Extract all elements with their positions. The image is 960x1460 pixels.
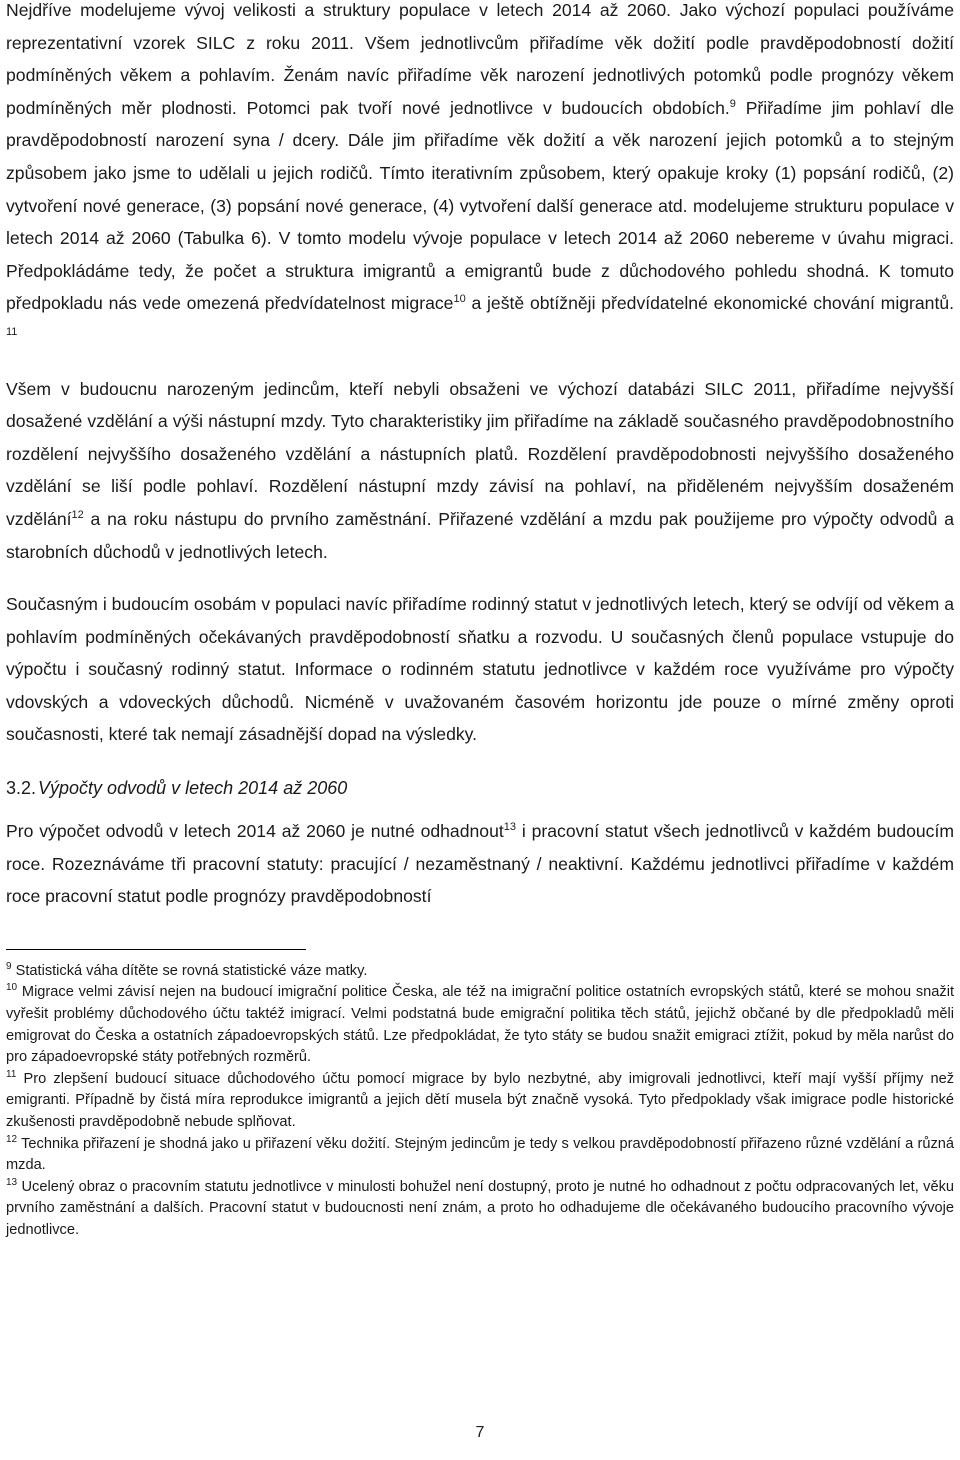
paragraph-family-status: Současným i budoucím osobám v populaci navíc přiřadíme rodinný statut v jednotlivých letech, který se odvíjí od věkem a pohlavím podmíněných očekávaných pravděpodobností sňatku a rozvodu. U současných členů populace vstupuje do výpočtu i současný rodinný statut. Informace o rodinném statutu jednotlivce v každém roce využíváme pro výpočty vdovských a vdoveckých důchodů. Nicméně v uvažovaném časovém horizontu jde pouze o mírné změny oproti současnosti, které tak nemají zásadnější dopad na výsledky. (6, 594, 954, 745)
paragraph-education-wage: Všem v budoucnu narozeným jedincům, kteří nebyli obsaženi ve výchozí databázi SILC 2011, přiřadíme nejvyšší dosažené vzdělání a výši nástupní mzdy. Tyto charakteristiky jim přiřadíme na základě současného pravděpodobnostního rozdělení nejvyššího dosaženého vzdělání a nástupních platů. Rozdělení pravděpodobnosti nejvyššího dosaženého vzdělání se liší podle pohlaví. Rozdělení nástupní mzdy závisí na pohlaví, na přiděleném nejvyšším dosaženém vzdělání$^{12}$ a na roku nástupu do prvního zaměstnání. Přiřazené vzdělání a mzdu pak použijeme pro výpočty odvodů a starobních důchodů v jednotlivých letech. (6, 378, 954, 562)
footnote-ref-12[interactable]: 12 (71, 509, 84, 522)
document-page (6, 0, 954, 1242)
footnote-10: $^{10}$ Migrace velmi závisí nejen na budoucí imigrační politice Česka, ale též na imigrační politice ostatních evropských států, které se mohou snažit vyřešit problémy důchodového účtu taktéž imigrací. Velmi podstatná bude emigrační politika těch států, jejichž občané by dle předpokladů měli emigrovat do Česka a ostatních západoevropských států. Lze předpokládat, že tyto státy se budou snažit emigraci ztížit, pokud by měla narůst do pro západoevropské státy potřebných rozměrů. (6, 982, 954, 1066)
paragraph-population-model: Nejdříve modelujeme vývoj velikosti a struktury populace v letech 2014 až 2060. Jako výchozí populaci používáme reprezentativní vzorek SILC z roku 2011. Všem jednotlivcům přiřadíme věk dožití podle pravděpodobností dožití podmíněných věkem a pohlavím. Ženám navíc přiřadíme věk narození jednotlivých potomků podle prognózy věkem podmíněných měr plodnosti. Potomci pak tvoří nové jednotlivce v budoucích obdobích.$^9$ Přiřadíme jim pohlaví dle pravděpodobností narození syna / dcery. Dále jim přiřadíme věk dožití a věk narození jejich potomků a to stejným způsobem jako jsme to udělali u jejich rodičů. Tímto iterativním způsobem, který opakuje kroky (1) popsání rodičů, (2) vytvoření nové generace, (3) popsání nové generace, (4) vytvoření další generace atd. modelujeme strukturu populace v letech 2014 až 2060 (Tabulka 6). V tomto modelu vývoje populace v letech 2014 až 2060 nebereme v úvahu migraci. Předpokládáme tedy, že počet a struktura imigrantů a emigrantů bude z důchodového pohledu shodná. K tomuto předpokladu nás vede omezená předvídatelnost migrace$^{10}$ a ještě obtížněji předvídatelné ekonomické chování migrantů. $^{11}$ (6, 0, 954, 339)
paragraph-contributions: Pro výpočet odvodů v letech 2014 až 2060 je nutné odhadnout$^{13}$ i pracovní statut všech jednotlivců v každém budoucím roce. Rozeznáváme tři pracovní statuty: pracující / nezaměstnaný / neaktivní. Každému jednotlivci přiřadíme v každém roce pracovní statut podle prognózy pravděpodobností (6, 821, 954, 907)
footnotes (6, 961, 954, 1242)
footnote-ref-13[interactable]: 13 (503, 821, 516, 834)
footnote-ref-9[interactable]: 9 (729, 97, 736, 110)
footnote-11: $^{11}$ Pro zlepšení budoucí situace důchodového účtu pomocí migrace by bylo nezbytné, aby imigrovali jednotlivci, kteří mají vyšší příjmy než emigranti. Případně by čistá míra reprodukce imigrantů a jejich dětí musela být značně vysoká. Tyto předpoklady však imigrace podle historické zkušenosti pravděpodobně nebude splňovat. (6, 1068, 954, 1130)
section-number: 3.2. (6, 778, 37, 799)
footnote-12: $^{12}$ Technika přiřazení je shodná jako u přiřazení věku dožití. Stejným jedincům je tedy s velkou pravděpodobností přiřazeno různé vzdělání a různá mzda. (6, 1133, 954, 1174)
footnote-9: $^9$ Statistická váha dítěte se rovná statistické váze matky. (6, 960, 368, 979)
footnote-ref-10[interactable]: 10 (453, 293, 466, 306)
footnote-ref-11[interactable]: 11 (6, 326, 18, 339)
footnote-13: $^{13}$ Ucelený obraz o pracovním statutu jednotlivce v minulosti bohužel není dostupný, proto je nutné ho odhadnout z počtu odpracovaných let, věku prvního zaměstnání a dalších. Pracovní statut v budoucnosti není znám, a proto ho odhadujeme dle očekávaného budoucího pracovního vývoje jednotlivce. (6, 1176, 954, 1238)
page-number: 7 (475, 1424, 485, 1441)
footnote-separator (6, 949, 306, 950)
section-heading (6, 772, 954, 804)
section-title: Výpočty odvodů v letech 2014 až 2060 (38, 778, 348, 799)
